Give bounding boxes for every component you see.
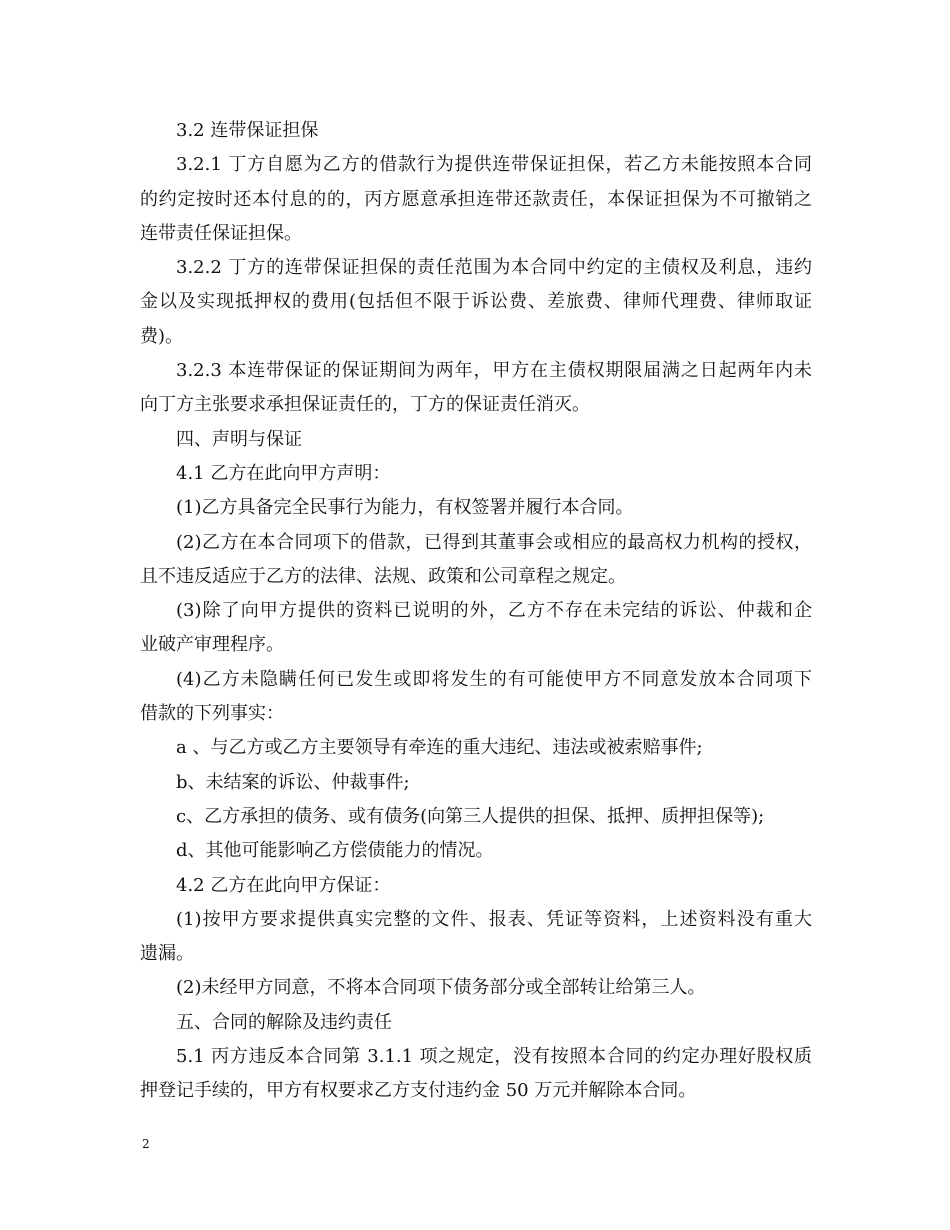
declaration-item-3-line-2: 业破产审理程序。: [140, 634, 284, 656]
declaration-item-2-line-2: 且不违反适应于乙方的法律、法规、政策和公司章程之规定。: [140, 565, 626, 587]
fact-item-c: c、乙方承担的债务、或有债务(向第三人提供的担保、抵押、质押担保等);: [176, 805, 765, 827]
declaration-item-4-line-1: (4)乙方未隐瞒任何已发生或即将发生的有可能使甲方不同意发放本合同项下: [176, 668, 812, 690]
contract-body: [140, 114, 812, 1109]
paragraph-3-2-2-line-3: 费)。: [140, 325, 184, 347]
paragraph-5-1-line-2: 押登记手续的，甲方有权要求乙方支付违约金 50 万元并解除本合同。: [140, 1080, 697, 1102]
declaration-item-4-line-2: 借款的下列事实：: [140, 703, 284, 725]
guarantee-item-1-line-1: (1)按甲方要求提供真实完整的文件、报表、凭证等资料，上述资料没有重大: [176, 908, 812, 930]
paragraph-3-2-2-line-2: 金以及实现抵押权的费用(包括但不限于诉讼费、差旅费、律师代理费、律师取证: [140, 291, 812, 313]
paragraph-3-2-2-line-1: 3.2.2 丁方的连带保证担保的责任范围为本合同中约定的主债权及利息，违约: [176, 257, 812, 279]
paragraph-3-2-3-line-2: 向丁方主张要求承担保证责任的，丁方的保证责任消灭。: [140, 394, 590, 416]
paragraph-3-2-3-line-1: 3.2.3 本连带保证的保证期间为两年，甲方在主债权期限届满之日起两年内未: [176, 360, 812, 382]
paragraph-5-1-line-1: 5.1 丙方违反本合同第 3.1.1 项之规定，没有按照本合同的约定办理好股权质: [176, 1046, 812, 1068]
section-heading-termination: 五、合同的解除及违约责任: [176, 1011, 392, 1033]
section-heading-declarations: 四、声明与保证: [176, 428, 302, 450]
paragraph-3-2-1-line-1: 3.2.1 丁方自愿为乙方的借款行为提供连带保证担保，若乙方未能按照本合同: [176, 154, 812, 176]
section-heading-3-2: 3.2 连带保证担保: [176, 120, 319, 141]
declaration-item-2-line-1: (2)乙方在本合同项下的借款，已得到其董事会或相应的最高权力机构的授权，: [176, 531, 812, 553]
fact-item-d: d、其他可能影响乙方偿债能力的情况。: [176, 840, 494, 862]
guarantee-item-1-line-2: 遗漏。: [140, 943, 194, 965]
declaration-item-3-line-1: (3)除了向甲方提供的资料已说明的外，乙方不存在未完结的诉讼、仲裁和企: [176, 600, 812, 622]
subsection-heading-4-1: 4.1 乙方在此向甲方声明：: [176, 462, 391, 484]
fact-item-b: b、未结案的诉讼、仲裁事件;: [176, 771, 410, 793]
fact-item-a: a 、与乙方或乙方主要领导有牵连的重大违纪、违法或被索赔事件;: [176, 737, 703, 759]
subsection-heading-4-2: 4.2 乙方在此向甲方保证：: [176, 874, 391, 896]
declaration-item-1: (1)乙方具备完全民事行为能力，有权签署并履行本合同。: [176, 497, 634, 519]
guarantee-item-2: (2)未经甲方同意，不将本合同项下债务部分或全部转让给第三人。: [176, 977, 706, 999]
paragraph-3-2-1-line-3: 连带责任保证担保。: [140, 222, 302, 244]
paragraph-3-2-1-line-2: 的约定按时还本付息的的，丙方愿意承担连带还款责任，本保证担保为不可撤销之: [140, 188, 812, 210]
page-number: 2: [142, 1137, 150, 1151]
